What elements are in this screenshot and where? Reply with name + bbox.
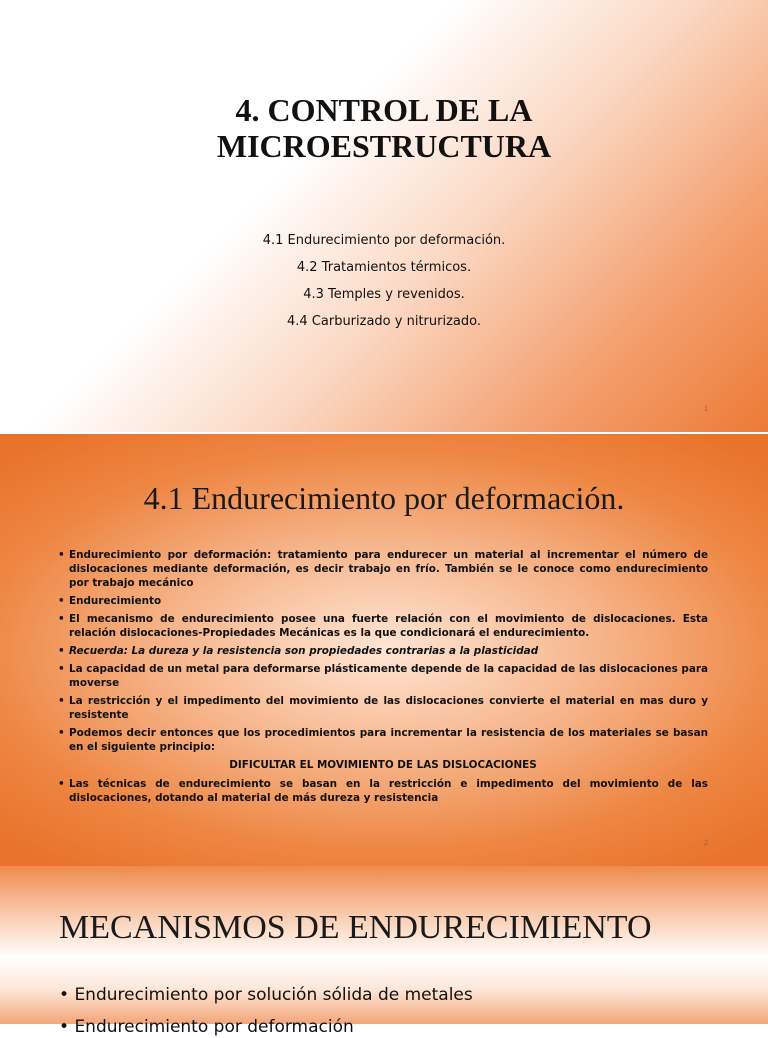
toc-item: 4.3 Temples y revenidos. [303,287,465,302]
list-item: • Endurecimiento por deformación [59,1017,354,1037]
slide-1-title: 4. CONTROL DE LA MICROESTRUCTURA [216,92,552,164]
slide-1 [0,0,768,432]
slide-2-page-number: 2 [704,840,708,847]
slide-3 [0,866,768,1037]
list-item: • Endurecimiento por deformación: tratamiento para endurecer un material al incrementar el número de dislocaciones mediante deformación, es decir trabajo en frío. También se le conoce como endurecimiento por trabajo mecánico [58,549,708,589]
slide-3-title: MECANISMOS DE ENDURECIMIENTO [59,909,652,946]
table-of-contents [0,232,768,340]
list-item: • La restricción y el impedimento del movimiento de las dislocaciones convierte el material en mas duro y resistente [58,695,708,721]
slide-1-page-number: 1 [704,406,708,413]
list-item: • La capacidad de un metal para deformarse plásticamente depende de la capacidad de las dislocaciones para moverse [58,663,708,689]
list-item: • El mecanismo de endurecimiento posee una fuerte relación con el movimiento de dislocaciones. Esta relación dislocaciones-Propiedades Mecánicas es la que condicionará el endurecimiento. [58,613,708,639]
list-item: • Endurecimiento [58,595,162,607]
toc-item: 4.1 Endurecimiento por deformación. [262,233,506,248]
list-item: • Endurecimiento por solución sólida de metales [59,985,473,1005]
slide-2-bullet-list [58,548,708,809]
list-item: • Podemos decir entonces que los procedimientos para incrementar la resistencia de los materiales se basan en el siguiente principio: [58,727,708,753]
slide-2-title: 4.1 Endurecimiento por deformación. [143,480,625,516]
slide-2 [0,434,768,866]
toc-item: 4.2 Tratamientos térmicos. [296,260,472,275]
toc-item: 4.4 Carburizado y nitrurizado. [287,314,481,329]
list-item: • Recuerda: La dureza y la resistencia son propiedades contrarias a la plasticidad [58,645,539,657]
principle-heading: DIFICULTAR EL MOVIMIENTO DE LAS DISLOCACIONES [229,759,537,771]
list-item: • Las técnicas de endurecimiento se basan en la restricción e impedimento del movimiento de las dislocaciones, dotando al material de más dureza y resistencia [58,778,708,804]
